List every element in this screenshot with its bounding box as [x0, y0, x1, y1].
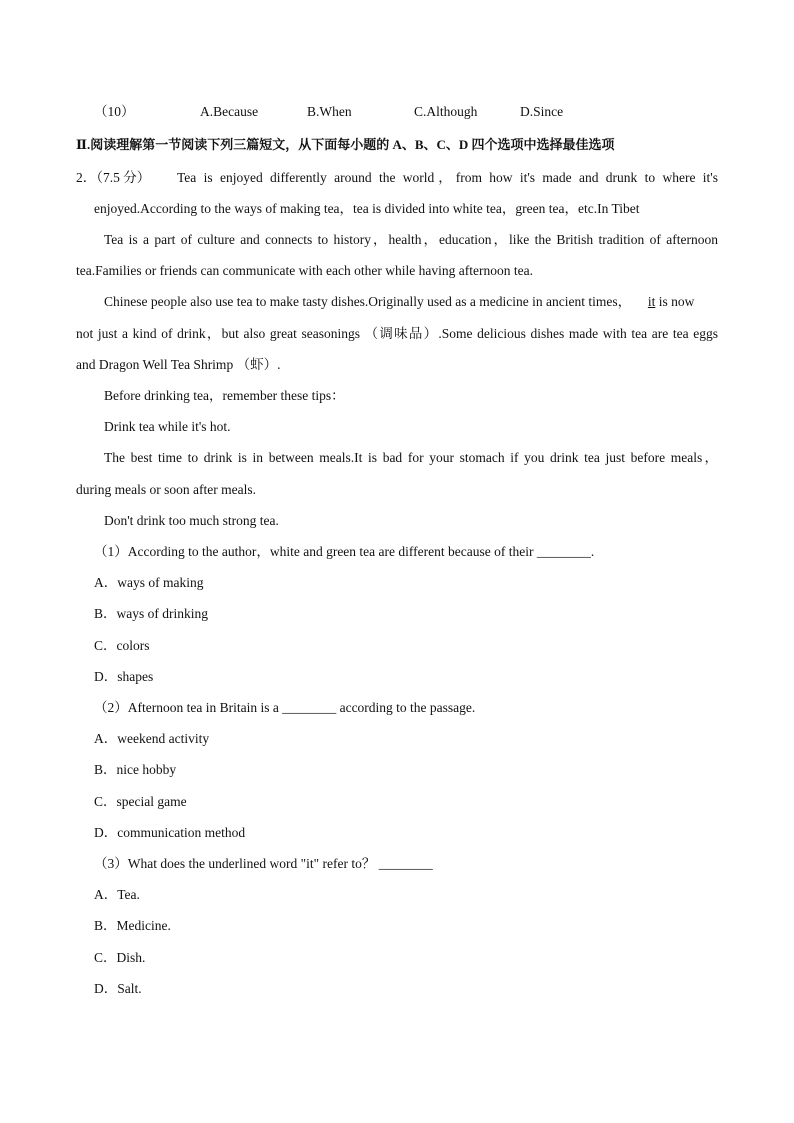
q10-option-a: A.Because	[200, 104, 259, 119]
sub-question-2-option-c: C．special game	[94, 794, 187, 809]
q10-option-b: B.When	[307, 104, 352, 119]
q10-option-d: D.Since	[520, 104, 564, 119]
passage-p1-line-1: Tea is a part of culture and connects to history，health，education，like the British tradition of afternoon	[104, 232, 718, 247]
question-2-line-1: Tea is enjoyed differently around the world，from how it's made and drunk to where it's	[177, 170, 718, 185]
section-heading: Ⅱ.阅读理解第一节阅读下列三篇短文，从下面每小题的 A、B、C、D 四个选项中选择最佳选项	[76, 137, 615, 152]
sub-question-2-stem: （2）Afternoon tea in Britain is a ________ according to the passage.	[94, 700, 476, 715]
passage-p3: Before drinking tea，remember these tips：	[104, 388, 345, 403]
passage-p1-line-2: tea.Families or friends can communicate with each other while having afternoon tea.	[76, 263, 533, 278]
sub-question-3-option-b: B．Medicine.	[94, 918, 171, 933]
q10-option-c: C.Although	[414, 104, 478, 119]
passage-p5-line-1: The best time to drink is in between meals.It is bad for your stomach if you drink tea just before meals，	[104, 450, 718, 465]
passage-p2-line-1-end: is now	[658, 294, 695, 309]
sub-question-1-option-c: C．colors	[94, 638, 150, 653]
sub-question-3-option-a: A．Tea.	[94, 887, 140, 902]
question-2-line-2: enjoyed.According to the ways of making tea，tea is divided into white tea，green tea，etc.In Tibet	[94, 201, 640, 216]
sub-question-2-option-b: B．nice hobby	[94, 762, 177, 777]
underlined-word-it: it	[647, 294, 656, 309]
passage-p6: Don't drink too much strong tea.	[104, 513, 279, 528]
question-2-number: 2．（7.5 分）	[76, 170, 151, 185]
passage-p5-line-2: during meals or soon after meals.	[76, 482, 256, 497]
sub-question-1-option-a: A．ways of making	[94, 575, 204, 590]
sub-question-3-option-d: D．Salt.	[94, 981, 142, 996]
sub-question-3-stem: （3）What does the underlined word "it" refer to？ ________	[94, 856, 433, 871]
passage-p4: Drink tea while it's hot.	[104, 419, 231, 434]
sub-question-1-stem: （1）According to the author，white and green tea are different because of their ________.	[94, 544, 595, 559]
sub-question-2-option-a: A．weekend activity	[94, 731, 210, 746]
passage-p2-line-1	[104, 293, 694, 311]
sub-question-1-option-d: D．shapes	[94, 669, 154, 684]
sub-question-2-option-d: D．communication method	[94, 825, 246, 840]
q10-number: （10）	[94, 104, 135, 119]
passage-p2-line-1-start: Chinese people also use tea to make tasty dishes.Originally used as a medicine in ancient times，	[104, 294, 632, 309]
passage-p2-line-2: not just a kind of drink，but also great seasonings （调味品）.Some delicious dishes made with tea are tea eggs	[76, 326, 718, 341]
sub-question-1-option-b: B．ways of drinking	[94, 606, 208, 621]
sub-question-3-option-c: C．Dish.	[94, 950, 146, 965]
passage-p2-line-3: and Dragon Well Tea Shrimp （虾）.	[76, 357, 281, 372]
